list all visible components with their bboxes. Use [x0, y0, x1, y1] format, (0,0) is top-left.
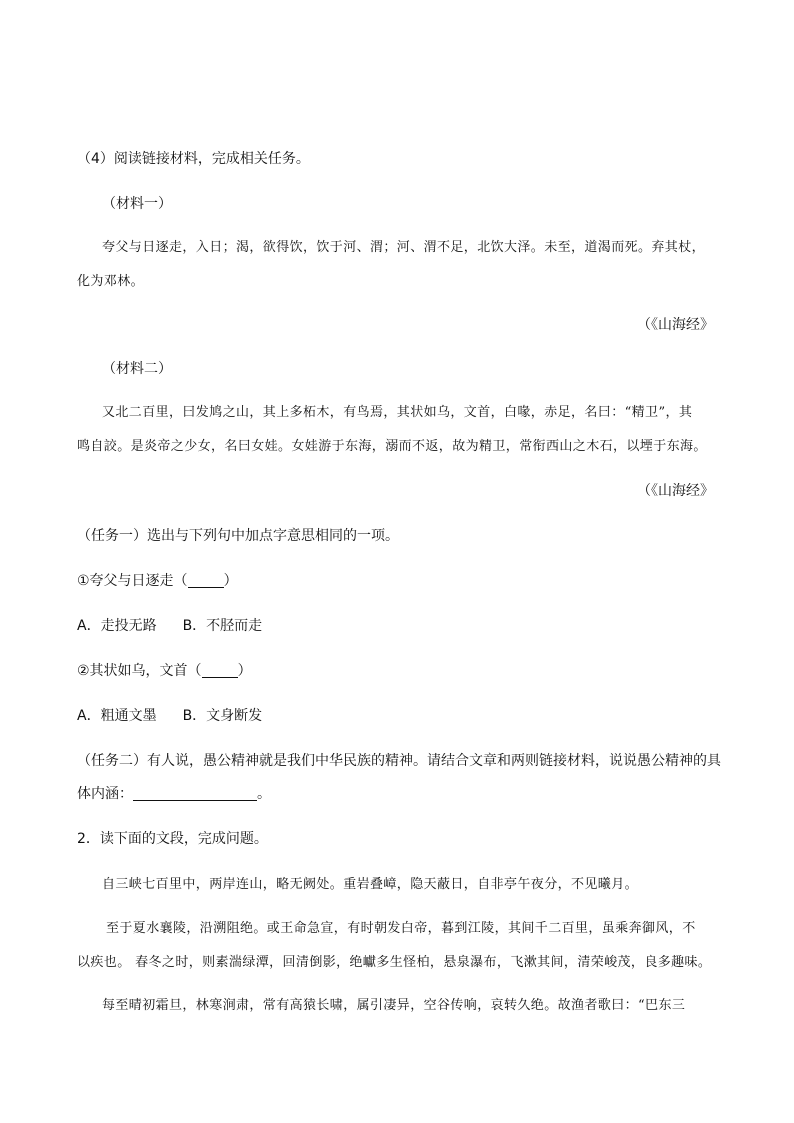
task2-suffix: 。 [257, 786, 271, 802]
item2-text: ②其状如乌，文首（ [77, 663, 202, 679]
material1-line1: 夸父与日逐走，入日；渴，欲得饮，饮于河、渭；河、渭不足，北饮大泽。未至，道渴而死。弃其杖， [102, 240, 706, 255]
task1-item1-options [77, 617, 262, 635]
task1-item1 [77, 572, 238, 590]
material2-source: （《山海经》 [637, 483, 714, 499]
task1-prompt: （任务一）选出与下列句中加点字意思相同的一项。 [77, 528, 399, 544]
q2-para2-line1: 至于夏水襄陵，沿溯阻绝。或王命急宣，有时朝发白帝，暮到江陵，其间千二百里，虽乘奔御风，不 [106, 921, 696, 936]
answer-blank-1[interactable] [188, 573, 224, 588]
item1-close: ） [223, 573, 238, 589]
material2-line2: 鸣自詨。是炎帝之少女，名曰女娃。女娃游于东海，溺而不返，故为精卫，常衔西山之木石，以堙于东海。 [77, 439, 707, 454]
task2-line2 [77, 785, 271, 803]
q2-para3-line1: 每至晴初霜旦，林寒涧肃，常有高猿长啸，属引凄异，空谷传响，哀转久绝。故渔者歌曰：“巴东三 [102, 998, 686, 1013]
option-b-1: B．不胫而走 [182, 618, 263, 634]
option-b-2: B．文身断发 [182, 708, 263, 724]
task2-line1: （任务二）有人说，愚公精神就是我们中华民族的精神。请结合文章和两则链接材料，说说愚公精神的具 [77, 753, 721, 769]
option-a-1: A．走投无路 [77, 618, 157, 634]
answer-blank-2[interactable] [202, 663, 238, 678]
material1-label: （材料一） [102, 196, 172, 212]
item1-text: ①夸父与日逐走（ [77, 573, 188, 589]
q2-para1: 自三峡七百里中，两岸连山，略无阙处。重岩叠嶂，隐天蔽日，自非亭午夜分，不见曦月。 [102, 877, 639, 892]
q2-heading: 2．读下面的文段，完成问题。 [77, 831, 268, 847]
material2-label: （材料二） [102, 361, 172, 377]
q4-heading: （4）阅读链接材料，完成相关任务。 [77, 151, 310, 167]
q2-para2-line2: 以疾也。 春冬之时，则素湍绿潭，回清倒影，绝巘多生怪柏，悬泉瀑布，飞漱其间，清荣峻茂，良多趣味。 [77, 955, 712, 970]
answer-blank-3[interactable] [133, 786, 257, 801]
material1-line2: 化为邓林。 [77, 274, 145, 289]
option-a-2: A．粗通文墨 [77, 708, 157, 724]
material2-line1: 又北二百里，曰发鸠之山，其上多柘木，有鸟焉，其状如乌，文首，白喙，赤足，名曰：“精卫”，其 [102, 405, 693, 420]
material1-source: （《山海经》 [637, 317, 714, 333]
task2-prefix: 体内涵： [77, 786, 133, 802]
task1-item2-options [77, 707, 262, 725]
task1-item2 [77, 662, 252, 680]
item2-close: ） [237, 663, 252, 679]
